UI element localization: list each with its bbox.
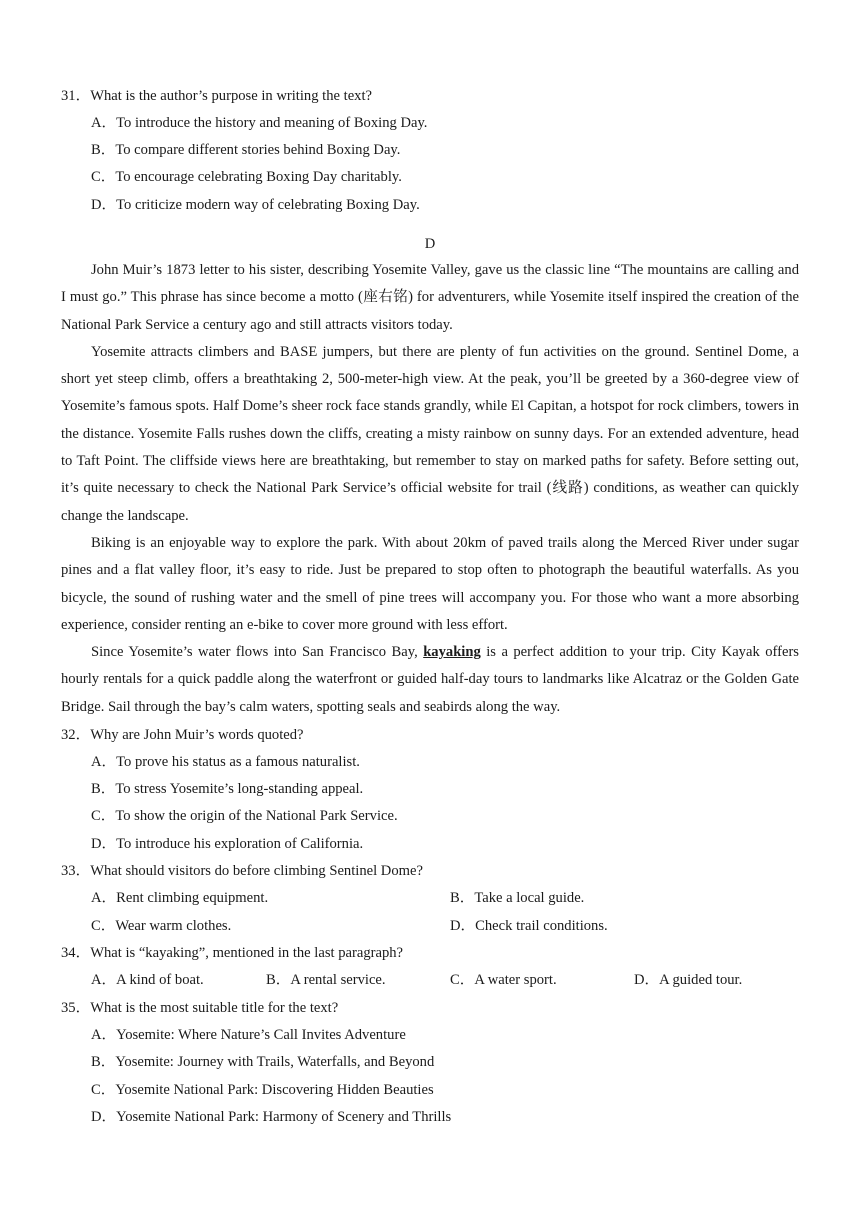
passage-paragraph-1: John Muir’s 1873 letter to his sister, describing Yosemite Valley, gave us the classic line “The mountains are calling and I must go.” This phrase has since become a motto (座右铭) for adventurers, while Yosemite itself inspired the creation of the National Park Service a century ago and still attracts visitors today. [61, 262, 799, 333]
question-32-option-b: B．To stress Yosemite’s long-standing appeal. [91, 781, 364, 797]
question-31-option-b: B．To compare different stories behind Boxing Day. [91, 142, 401, 158]
question-32-option-d: D．To introduce his exploration of California. [91, 836, 364, 852]
question-32-option-c: C．To show the origin of the National Park Service. [91, 808, 398, 824]
question-33-option-a: A．Rent climbing equipment. [91, 890, 269, 906]
question-34-option-d: D．A guided tour. [634, 972, 743, 988]
passage-paragraph-2: Yosemite attracts climbers and BASE jumpers, but there are plenty of fun activities on the ground. Sentinel Dome, a short yet steep climb, offers a breathtaking 2, 500-meter-high view. At the peak, you’ll be greeted by a 360-degree view of Yosemite’s famous spots. Half Dome’s sheer rock face stands grandly, while El Capitan, a hotspot for rock climbers, towers in the distance. Yosemite Falls rushes down the cliffs, creating a misty rainbow on sunny days. For an extended adventure, head to Taft Point. The cliffside views here are breathtaking, but remember to stay on marked paths for safety. Before setting out, it’s quite necessary to check the National Park Service’s official website for trail (线路) conditions, as weather can quickly change the landscape. [61, 343, 799, 524]
question-31-option-c: C．To encourage celebrating Boxing Day charitably. [91, 169, 402, 185]
question-35-option-d: D．Yosemite National Park: Harmony of Scenery and Thrills [91, 1109, 452, 1125]
section-title: D [424, 236, 436, 252]
question-34-option-a: A．A kind of boat. [91, 972, 204, 988]
question-34-option-b: B．A rental service. [266, 972, 386, 988]
question-31-option-d: D．To criticize modern way of celebrating Boxing Day. [91, 197, 420, 213]
question-33-option-c: C．Wear warm clothes. [91, 918, 232, 934]
passage-paragraph-4 [61, 639, 799, 721]
keyword-kayaking: kayaking [423, 644, 481, 661]
question-35-option-a: A．Yosemite: Where Nature’s Call Invites Adventure [91, 1027, 406, 1043]
question-32-stem: 32．Why are John Muir’s words quoted? [61, 727, 304, 743]
question-31-option-a: A．To introduce the history and meaning of Boxing Day. [91, 115, 428, 131]
question-34-stem: 34．What is “kayaking”, mentioned in the last paragraph? [61, 945, 404, 961]
passage-p4-before: Since Yosemite’s water flows into San Francisco Bay, [91, 644, 424, 661]
passage-paragraph-3: Biking is an enjoyable way to explore the park. With about 20km of paved trails along the Merced River under sugar pines and a flat valley floor, it’s easy to ride. Just be prepared to stop often to photograph the beautiful waterfalls. As you bicycle, the sound of rushing water and the smell of pine trees will accompany you. For those who want a more absorbing experience, consider renting an e-bike to cover more ground with less effort. [61, 534, 799, 633]
question-33-stem: 33．What should visitors do before climbing Sentinel Dome? [61, 863, 423, 879]
question-33-option-d: D．Check trail conditions. [450, 918, 608, 934]
passage-p4-after: is a perfect addition to your trip. City Kayak offers hourly rentals for a quick paddle along the waterfront or guided half-day tours to landmarks like Alcatraz or the Golden Gate Bridge. Sail through the bay’s calm waters, spotting seals and seabirds along the way. [61, 644, 799, 715]
question-32-option-a: A．To prove his status as a famous naturalist. [91, 754, 360, 770]
question-35-option-b: B．Yosemite: Journey with Trails, Waterfalls, and Beyond [91, 1054, 435, 1070]
question-31-stem: 31．What is the author’s purpose in writing the text? [61, 88, 373, 104]
question-35-stem: 35．What is the most suitable title for the text? [61, 1000, 339, 1016]
passage [61, 257, 799, 721]
question-35-option-c: C．Yosemite National Park: Discovering Hidden Beauties [91, 1082, 434, 1098]
question-33-option-b: B．Take a local guide. [450, 890, 585, 906]
question-34-option-c: C．A water sport. [450, 972, 557, 988]
